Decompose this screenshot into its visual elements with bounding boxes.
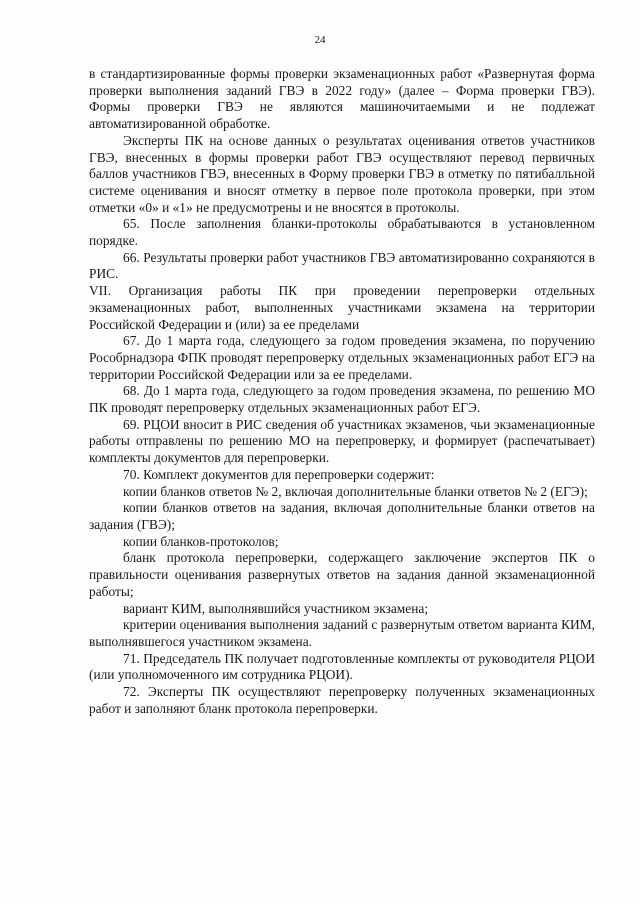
- paragraph-66: 66. Результаты проверки работ участников ГВЭ автоматизированно сохраняются в РИС.: [89, 249, 595, 282]
- paragraph-67: 67. До 1 марта года, следующего за годом проведения экзамена, по поручению Рособрнадзора ФПК проводят перепроверку отдельных экзаменационных работ ЕГЭ на территории Российской Федерации или за ее пределами.: [89, 333, 595, 382]
- section-heading: VII. Организация работы ПК при проведении перепроверки отдельных экзаменационных работ, выполненных участниками экзамена на территории Российской Федерации и (или) за ее пределами: [89, 283, 595, 332]
- paragraph-72: 72. Эксперты ПК осуществляют перепроверку полученных экзаменационных работ и заполняют бланк протокола перепроверки.: [89, 684, 595, 716]
- paragraph-65: 65. После заполнения бланки-протоколы обрабатываются в установленном порядке.: [89, 216, 595, 249]
- paragraph-69: 69. РЦОИ вносит в РИС сведения об участниках экзаменов, чьи экзаменационные работы отправлены по решению МО на перепроверку, и формирует (распечатывает) комплекты документов для перепроверки.: [89, 416, 595, 466]
- list-item: вариант КИМ, выполнявшийся участником экзамена;: [123, 600, 429, 616]
- paragraph-70: 70. Комплект документов для перепроверки содержит:: [123, 466, 435, 482]
- list-item: критерии оценивания выполнения заданий с развернутым ответом варианта КИМ, выполнявшегося участником экзамена.: [89, 617, 595, 649]
- list-item: бланк протокола перепроверки, содержащего заключение экспертов ПК о правильности оценивания развернутых ответов на задания данной экзаменационной работы;: [89, 550, 595, 599]
- paragraph-experts: Эксперты ПК на основе данных о результатах оценивания ответов участников ГВЭ, внесенных в формы проверки работ ГВЭ осуществляют перевод первичных баллов участников ГВЭ, внесенных в Форму проверки ГВЭ в отметку по пятибалльной системе оценивания и вносят отметку в первое поле протокола проверки, при этом отметки «0» и «1» не предусмотрены и не вносятся в протоколы.: [89, 132, 595, 215]
- paragraph-68: 68. До 1 марта года, следующего за годом проведения экзамена, по решению МО ПК проводят перепроверку отдельных экзаменационных работ ЕГЭ.: [89, 383, 595, 416]
- document-body: [89, 66, 595, 717]
- paragraph-71: 71. Председатель ПК получает подготовленные комплекты от руководителя РЦОИ (или уполномоченного им сотрудника РЦОИ).: [89, 650, 595, 683]
- list-item: копии бланков-протоколов;: [123, 533, 279, 549]
- page-number: 24: [314, 34, 326, 46]
- list-item: копии бланков ответов на задания, включая дополнительные бланки ответов на задания (ГВЭ);: [89, 500, 595, 532]
- list-item: копии бланков ответов № 2, включая дополнительные бланки ответов № 2 (ЕГЭ);: [123, 483, 588, 499]
- paragraph-continuation: в стандартизированные формы проверки экзаменационных работ «Развернутая форма проверки выполнения заданий ГВЭ в 2022 году» (далее – Форма проверки ГВЭ). Формы проверки ГВЭ не являются машиночитаемыми и не подлежат автоматизированной обработке.: [89, 66, 595, 132]
